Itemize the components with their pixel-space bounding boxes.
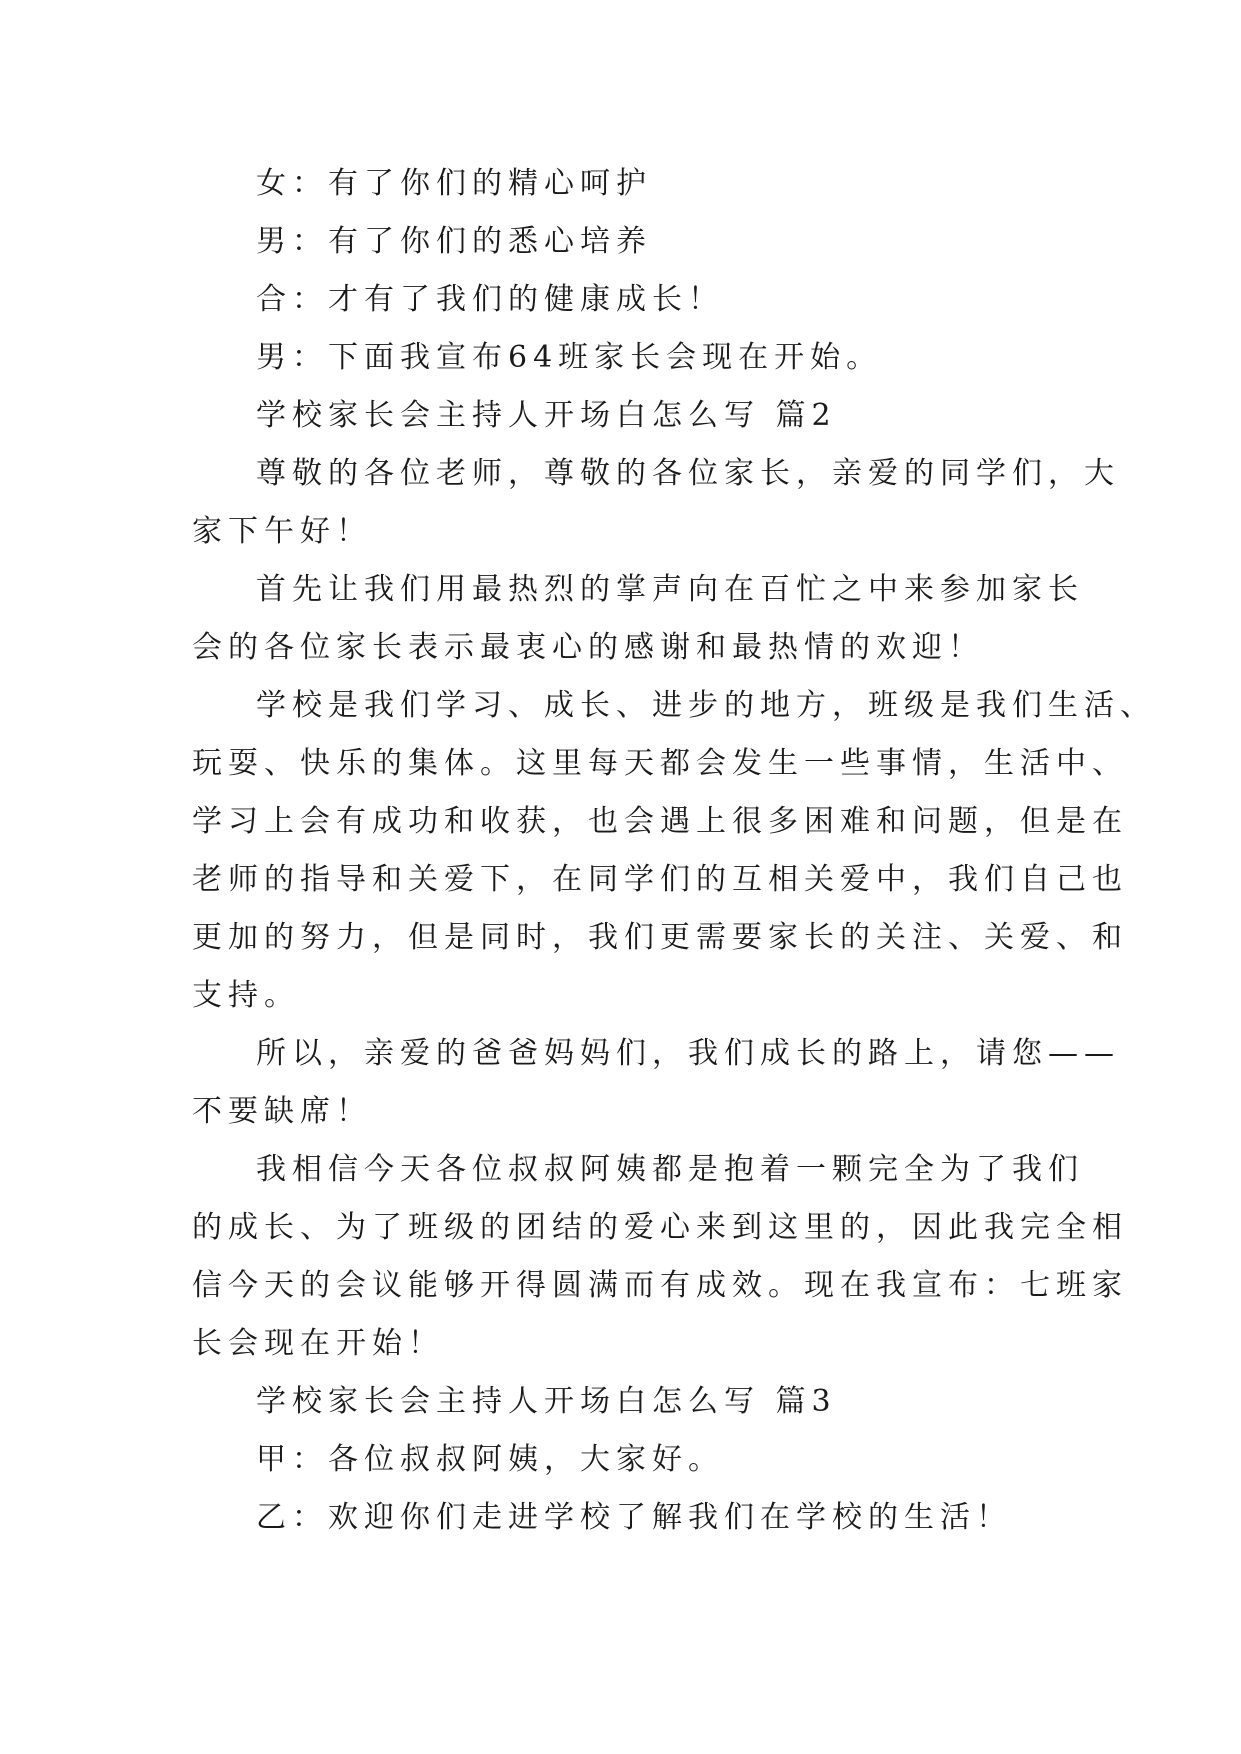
- paragraph-line: 玩耍、快乐的集体。这里每天都会发生一些事情，生活中、: [192, 746, 1128, 781]
- paragraph-greeting: [192, 445, 1120, 561]
- dialogue-line-female: 女：有了你们的精心呵护: [256, 166, 652, 201]
- paragraph-line: 支持。: [192, 978, 300, 1013]
- paragraph-line: 老师的指导和关爱下，在同学们的互相关爱中，我们自己也: [192, 862, 1128, 897]
- paragraph-line: 更加的努力，但是同时，我们更需要家长的关注、关爱、和: [192, 920, 1128, 955]
- document-body: [192, 155, 1156, 1547]
- paragraph-line: 会的各位家长表示最衷心的感谢和最热情的欢迎！: [192, 630, 984, 665]
- paragraph-line: 信今天的会议能够开得圆满而有成效。现在我宣布：七班家: [192, 1268, 1128, 1303]
- dialogue-line-yi: 乙：欢迎你们走进学校了解我们在学校的生活！: [256, 1500, 1012, 1535]
- paragraph-school: [192, 677, 1156, 1025]
- paragraph-line: 尊敬的各位老师，尊敬的各位家长，亲爱的同学们，大: [256, 456, 1120, 491]
- paragraph-line: 学习上会有成功和收获，也会遇上很多困难和问题，但是在: [192, 804, 1128, 839]
- paragraph-line: 的成长、为了班级的团结的爱心来到这里的，因此我完全相: [192, 1210, 1128, 1245]
- paragraph-line: 学校是我们学习、成长、进步的地方，班级是我们生活、: [256, 688, 1156, 723]
- section-heading-2: 学校家长会主持人开场白怎么写 篇2: [256, 398, 837, 433]
- dialogue-line-jia: 甲：各位叔叔阿姨，大家好。: [256, 1442, 724, 1477]
- section-heading-3: 学校家长会主持人开场白怎么写 篇3: [256, 1384, 837, 1419]
- paragraph-line: 所以，亲爱的爸爸妈妈们，我们成长的路上，请您——: [256, 1036, 1120, 1071]
- dialogue-line-together: 合：才有了我们的健康成长！: [256, 282, 724, 317]
- paragraph-line: 长会现在开始！: [192, 1326, 444, 1361]
- paragraph-parents: [192, 1025, 1120, 1141]
- paragraph-welcome: [192, 561, 1084, 677]
- paragraph-line: 家下午好！: [192, 514, 372, 549]
- paragraph-belief: [192, 1141, 1128, 1373]
- dialogue-line-male: 男：有了你们的悉心培养: [256, 224, 652, 259]
- paragraph-line: 首先让我们用最热烈的掌声向在百忙之中来参加家长: [256, 572, 1084, 607]
- paragraph-line: 不要缺席！: [192, 1094, 372, 1129]
- paragraph-line: 我相信今天各位叔叔阿姨都是抱着一颗完全为了我们: [256, 1152, 1084, 1187]
- dialogue-line-announcement: 男：下面我宣布64班家长会现在开始。: [256, 340, 883, 375]
